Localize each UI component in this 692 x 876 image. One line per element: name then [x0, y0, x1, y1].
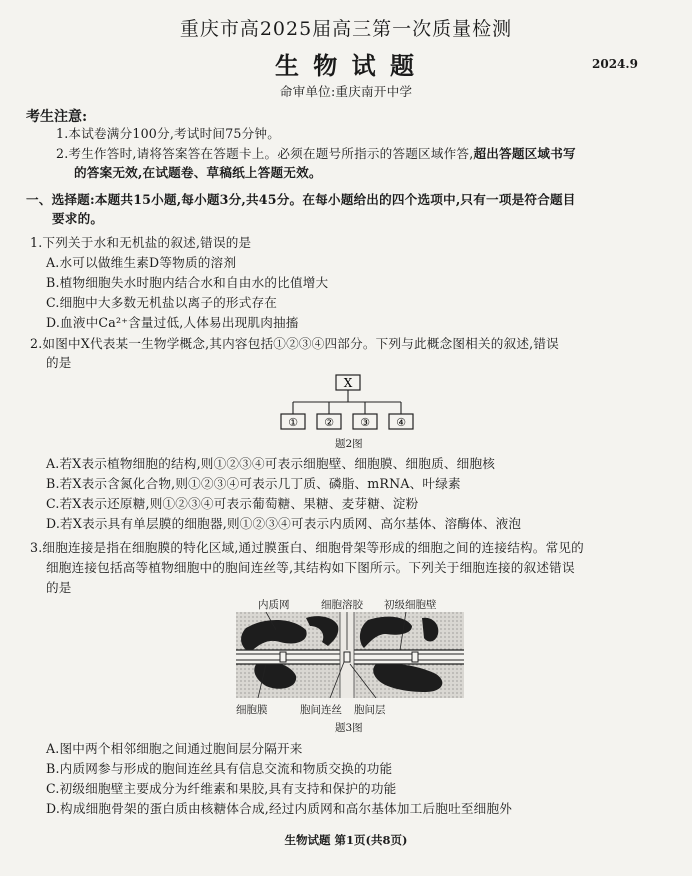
q3-figure-caption: 题3图	[335, 722, 363, 734]
notice-heading: 考生注意:	[26, 109, 88, 125]
label-middle-lamella: 胞间层	[354, 704, 386, 716]
diagram-root-label: X	[343, 376, 353, 390]
diagram-child-2: ②	[324, 416, 334, 429]
q1-option-c: C.细胞中大多数无机盐以离子的形式存在	[46, 295, 278, 310]
concept-diagram	[270, 372, 430, 434]
plasmodesma-channel-2	[344, 652, 350, 662]
q3-stem-line1: 3.细胞连接是指在细胞膜的特化区域,通过膜蛋白、细胞骨架等形成的细胞之间的连接结构。常见的	[30, 540, 584, 555]
diagram-child-1: ①	[288, 416, 298, 429]
label-primary-wall: 初级细胞壁	[384, 599, 437, 611]
section1-line2: 要求的。	[52, 211, 104, 226]
q1-option-b: B.植物细胞失水时胞内结合水和自由水的比值增大	[46, 275, 329, 290]
q1-option-a: A.水可以做维生素D等物质的溶剂	[46, 255, 237, 270]
diagram-child-3: ③	[360, 416, 370, 429]
plasmodesma-channel-1	[280, 652, 286, 662]
q2-stem-line2: 的是	[46, 355, 72, 370]
q3-stem-line2: 细胞连接包括高等植物细胞中的胞间连丝等,其结构如下图所示。下列关于细胞连接的叙述错误	[46, 560, 575, 575]
q3-option-b: B.内质网参与形成的胞间连丝具有信息交流和物质交换的功能	[46, 761, 393, 776]
notice-item-1: 1.本试卷满分100分,考试时间75分钟。	[56, 126, 281, 141]
q3-stem-line3: 的是	[46, 580, 72, 595]
notice-item-2-text: 2.考生作答时,请将答案答在答题卡上。必须在题号所指示的答题区域作答,	[56, 146, 474, 161]
plasmodesma-channel-3	[412, 652, 418, 662]
label-er: 内质网	[258, 599, 290, 611]
page-footer: 生物试题 第1页(共8页)	[284, 833, 408, 847]
diagram-child-4: ④	[396, 416, 406, 429]
q2-option-b: B.若X表示含氮化合物,则①②③④可表示几丁质、磷脂、mRNA、叶绿素	[46, 476, 461, 491]
q2-option-c: C.若X表示还原糖,则①②③④可表示葡萄糖、果糖、麦芽糖、淀粉	[46, 496, 419, 511]
notice-item-3: 的答案无效,在试题卷、草稿纸上答题无效。	[74, 165, 322, 180]
q1-option-d: D.血液中Ca²⁺含量过低,人体易出现肌肉抽搐	[46, 315, 299, 330]
q2-figure-caption: 题2图	[335, 438, 363, 450]
q3-option-a: A.图中两个相邻细胞之间通过胞间层分隔开来	[46, 741, 303, 756]
q3-option-c: C.初级细胞壁主要成分为纤维素和果胶,具有支持和保护的功能	[46, 781, 397, 796]
notice-item-2-bold: 超出答题区域书写	[473, 146, 576, 161]
q2-option-d: D.若X表示具有单层膜的细胞器,则①②③④可表示内质网、高尔基体、溶酶体、液泡	[46, 516, 522, 531]
q1-stem: 1.下列关于水和无机盐的叙述,错误的是	[30, 235, 252, 250]
label-cytosol: 细胞溶胶	[321, 599, 363, 611]
plasmodesma-figure	[236, 612, 464, 698]
notice-item-2	[56, 146, 576, 162]
exam-title: 重庆市高2025届高三第一次质量检测	[179, 18, 513, 40]
q3-option-d: D.构成细胞骨架的蛋白质由核糖体合成,经过内质网和高尔基体加工后胞吐至细胞外	[46, 801, 513, 816]
section1-line1: 一、选择题:本题共15小题,每小题3分,共45分。在每小题给出的四个选项中,只有一项是符合题目	[26, 192, 576, 207]
label-plasmodesma: 胞间连丝	[300, 704, 342, 716]
q2-option-a: A.若X表示植物细胞的结构,则①②③④可表示细胞壁、细胞膜、细胞质、细胞核	[46, 456, 496, 471]
setter-line: 命审单位:重庆南开中学	[279, 84, 413, 99]
exam-date: 2024.9	[592, 57, 638, 71]
label-membrane: 细胞膜	[236, 704, 268, 716]
q2-stem-line1: 2.如图中X代表某一生物学概念,其内容包括①②③④四部分。下列与此概念图相关的叙述,错误	[30, 336, 559, 351]
subject-title: 生 物 试 题	[274, 51, 418, 80]
